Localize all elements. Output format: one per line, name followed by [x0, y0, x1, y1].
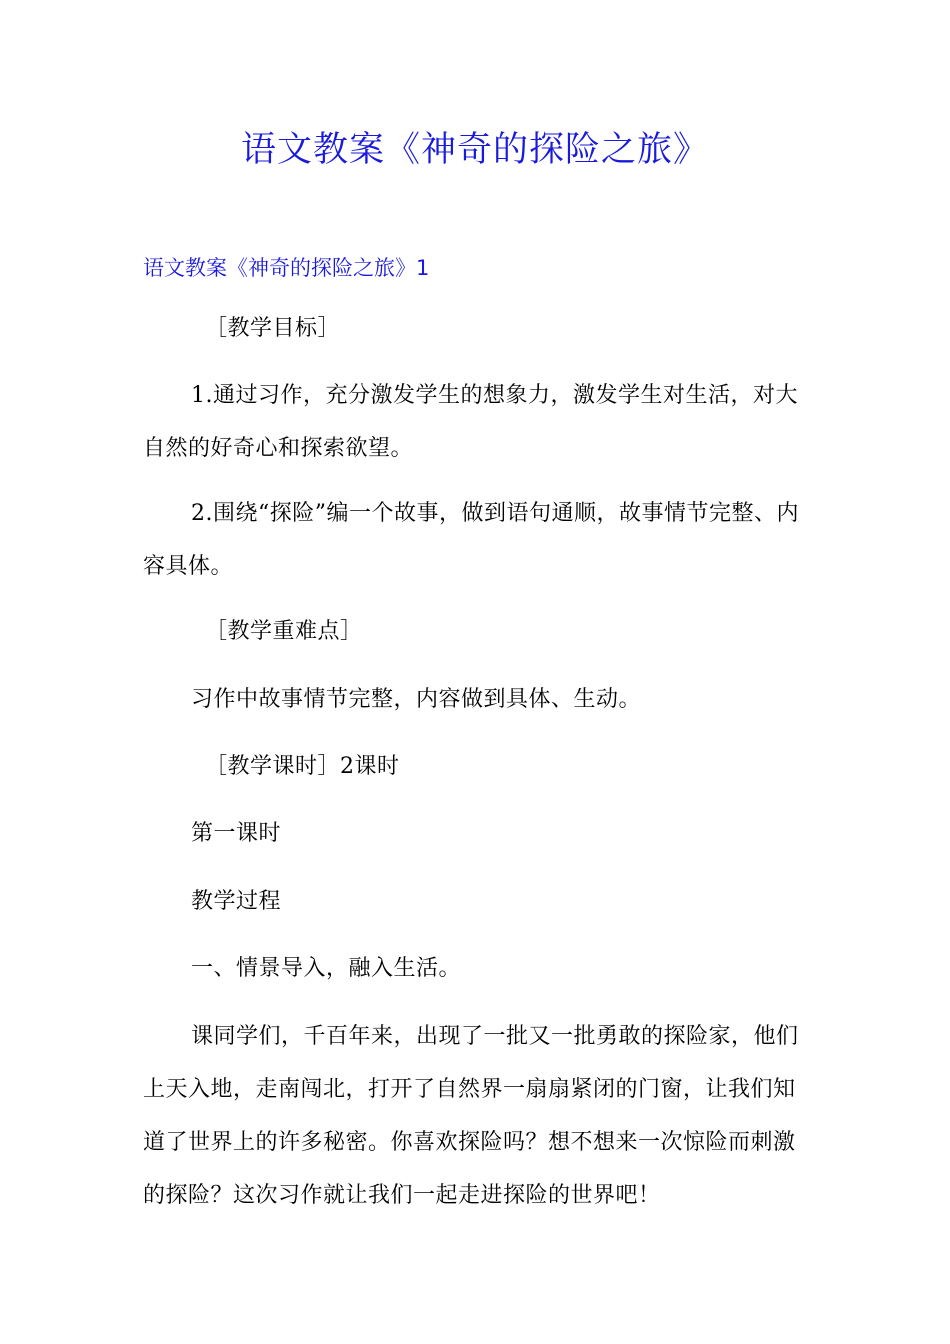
class-hours: ［教学课时］2课时 [205, 754, 400, 779]
lesson-label: 第一课时 [191, 821, 282, 846]
section-heading: 语文教案《神奇的探险之旅》1 [143, 256, 430, 280]
document-title: 语文教案《神奇的探险之旅》 [240, 130, 709, 170]
goal-item-1: 1.通过习作，充分激发学生的想象力，激发学生对生活，对大自然的好奇心和探索欲望。 [143, 383, 798, 461]
key-points-text: 习作中故事情节完整，内容做到具体、生动。 [191, 687, 642, 712]
step-heading: 一、情景导入，融入生活。 [191, 956, 462, 981]
goal-item-2: 2.围绕“探险”编一个故事，做到语句通顺，故事情节完整、内容具体。 [143, 501, 799, 579]
intro-paragraph: 课同学们，千百年来，出现了一批又一批勇敢的探险家，他们上天入地，走南闯北，打开了自然界一扇扇紧闭的门窗，让我们知道了世界上的许多秘密。你喜欢探险吗？想不想来一次惊险而刺激的探险？这次习作就让我们一起走进探险的世界吧！ [143, 1024, 799, 1208]
goal-heading: ［教学目标］ [205, 316, 341, 341]
process-heading: 教学过程 [191, 889, 282, 914]
key-points-heading: ［教学重难点］ [205, 619, 363, 644]
